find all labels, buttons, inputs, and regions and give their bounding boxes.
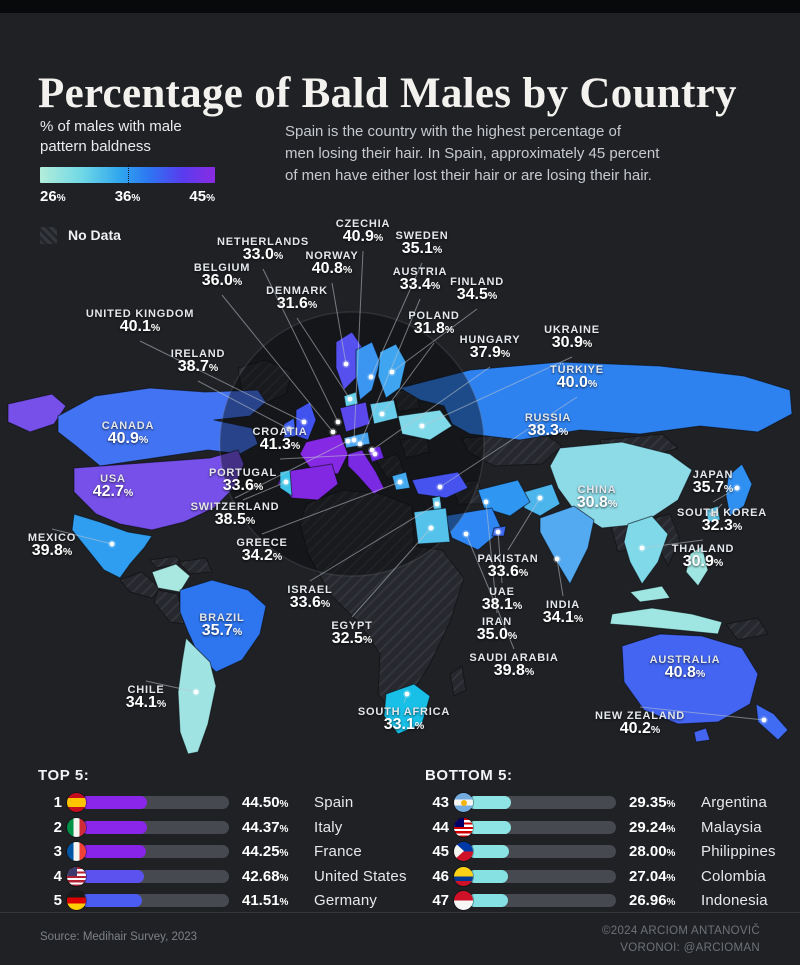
country-label: Argentina (701, 794, 768, 811)
map-country-name: NORWAY (305, 250, 359, 262)
map-label-saudi-arabia (469, 652, 558, 680)
no-data-label: No Data (68, 227, 121, 243)
map-country-value: 30.9% (551, 334, 593, 351)
legend-gradient-bar (40, 167, 215, 183)
list-item (425, 818, 797, 837)
map-label-poland (408, 310, 459, 338)
map-country-name: UNITED KINGDOM (85, 308, 195, 320)
rank-label: 46 (432, 867, 449, 885)
flag-usa-icon (67, 867, 86, 886)
map-label-usa (93, 473, 133, 501)
map-label-sweden (395, 230, 448, 258)
rank-label: 43 (432, 794, 449, 811)
map-label-canada (102, 420, 154, 448)
credits-text (602, 923, 760, 965)
map-country-name: NETHERLANDS (217, 236, 309, 248)
description-line3: of men have either lost their hair or are losing their hair. (285, 167, 652, 185)
map-label-india (543, 599, 583, 627)
map-country-value: 32.3% (701, 517, 743, 534)
bar-track (81, 821, 229, 834)
map-country-name: HUNGARY (459, 334, 521, 346)
map-country-name: IRELAND (170, 348, 226, 360)
map-country-value: 34.2% (241, 547, 283, 564)
map-country-value: 31.6% (276, 295, 318, 312)
map-country-name: INDIA (546, 599, 580, 611)
map-country-value: 41.3% (259, 436, 301, 453)
map-labels-layer (0, 192, 800, 770)
map-country-value: 40.9% (107, 430, 149, 447)
rank-label: 4 (53, 867, 62, 885)
description-text (285, 121, 725, 187)
country-label: Spain (314, 794, 354, 811)
value-label: 28.00% (629, 843, 676, 860)
map-country-name: ISRAEL (287, 584, 333, 596)
map-country-name: CHINA (577, 484, 617, 496)
map-country-name: SOUTH AFRICA (357, 706, 451, 718)
list-item (425, 842, 797, 861)
rank-label: 5 (53, 892, 62, 909)
bottom5-heading: BOTTOM 5: (425, 767, 513, 784)
map-country-value: 34.1% (542, 609, 584, 626)
legend-mid-tick (128, 165, 129, 185)
rank-label: 44 (432, 818, 449, 836)
map-label-switzerland (191, 501, 280, 529)
map-label-egypt (331, 620, 372, 648)
map-label-australia (650, 654, 721, 682)
map-label-austria (393, 266, 448, 294)
map-country-name: SOUTH KOREA (676, 507, 768, 519)
map-country-name: CZECHIA (335, 218, 391, 230)
value-label: 42.68% (242, 867, 289, 885)
map-country-name: UAE (489, 586, 515, 598)
map-country-name: SWITZERLAND (190, 501, 280, 513)
map-country-value: 33.4% (399, 276, 441, 293)
bar-track (81, 894, 229, 907)
legend-tick-mid: 36% (114, 187, 141, 205)
map-country-value: 42.7% (92, 483, 134, 500)
map-label-ireland (171, 348, 226, 376)
map-country-name: MEXICO (27, 532, 77, 544)
flag-philippines-icon (454, 842, 473, 861)
map-country-name: CROATIA (252, 426, 308, 438)
map-country-value: 38.3% (527, 422, 569, 439)
bar-fill (81, 845, 146, 858)
value-label: 29.24% (629, 818, 676, 836)
list-item (425, 867, 797, 886)
map-label-china (577, 484, 617, 512)
bar-track (468, 796, 616, 809)
bar-fill (468, 845, 509, 858)
rank-label: 47 (432, 892, 449, 909)
map-country-name: IRAN (481, 616, 513, 628)
map-label-norway (305, 250, 358, 278)
list-item (425, 891, 797, 910)
map-country-value: 31.8% (413, 320, 455, 337)
map-country-name: BRAZIL (199, 612, 245, 624)
map-country-value: 40.0% (556, 374, 598, 391)
legend-tick-min: 26% (40, 187, 66, 205)
legend-title-line1: % of males with male (40, 118, 182, 135)
map-label-mexico (28, 532, 76, 560)
bar-fill (468, 796, 511, 809)
bar-track (81, 845, 229, 858)
bar-fill (468, 870, 508, 883)
map-country-name: UKRAINE (544, 324, 600, 336)
credit-line1: ©2024 ARCIOM ANTANOVIČ (601, 925, 760, 937)
bar-fill (468, 894, 508, 907)
map-country-name: JAPAN (692, 469, 734, 481)
map-country-value: 40.2% (619, 720, 661, 737)
source-text: Source: Medihair Survey, 2023 (40, 931, 198, 943)
legend-title-line2: pattern baldness (40, 138, 151, 156)
map-label-portugal (209, 467, 277, 495)
map-country-value: 33.0% (242, 246, 284, 263)
world-map (0, 192, 800, 770)
country-label: Italy (314, 818, 343, 836)
value-label: 44.37% (242, 818, 289, 836)
country-label: France (314, 843, 362, 860)
country-label: United States (314, 867, 407, 885)
map-country-name: PORTUGAL (208, 467, 278, 479)
map-country-value: 32.5% (331, 630, 373, 647)
list-item (38, 842, 410, 861)
map-label-t-rkiye (550, 364, 604, 392)
map-country-name: GREECE (236, 537, 288, 549)
map-label-netherlands (217, 236, 309, 264)
map-label-israel (287, 584, 332, 612)
map-country-value: 37.9% (469, 344, 511, 361)
footer (0, 912, 800, 965)
value-label: 29.35% (629, 794, 676, 811)
map-country-name: AUSTRALIA (649, 654, 721, 666)
list-item (38, 867, 410, 886)
rank-label: 45 (432, 843, 449, 860)
map-country-name: TÜRKIYE (550, 364, 604, 376)
value-label: 44.25% (242, 843, 289, 860)
map-country-name: RUSSIA (524, 412, 572, 424)
flag-indonesia-icon (454, 891, 473, 910)
map-country-value: 30.8% (576, 494, 618, 511)
bar-track (468, 845, 616, 858)
map-country-value: 36.0% (201, 272, 243, 289)
map-country-name: SAUDI ARABIA (469, 652, 559, 664)
list-item (38, 818, 410, 837)
list-item (38, 891, 410, 910)
map-label-chile (126, 684, 166, 712)
country-label: Colombia (701, 867, 766, 885)
flag-colombia-icon (454, 867, 473, 886)
rank-label: 1 (53, 794, 62, 811)
description-line2: men losing their hair. In Spain, approximately 45 percent (285, 145, 660, 163)
map-country-name: DENMARK (266, 285, 328, 297)
map-country-name: NEW ZEALAND (594, 710, 686, 722)
map-label-russia (525, 412, 571, 440)
legend-title (40, 117, 250, 158)
bar-fill (81, 894, 142, 907)
map-country-value: 33.6% (487, 563, 529, 580)
map-country-name: BELGIUM (193, 262, 251, 274)
bar-fill (81, 870, 144, 883)
map-country-value: 33.6% (289, 594, 331, 611)
rank-label: 2 (53, 818, 62, 836)
value-label: 26.96% (629, 892, 676, 909)
list-item (425, 793, 797, 812)
description-line1: Spain is the country with the highest percentage of (285, 123, 622, 140)
map-country-value: 30.9% (682, 553, 724, 570)
value-label: 27.04% (629, 867, 676, 885)
bar-fill (81, 796, 147, 809)
map-country-value: 40.8% (664, 664, 706, 681)
map-country-value: 40.9% (342, 228, 384, 245)
map-label-czechia (336, 218, 391, 246)
map-country-name: FINLAND (450, 276, 504, 288)
map-country-value: 35.0% (476, 626, 518, 643)
top5-list (38, 767, 410, 916)
map-label-pakistan (478, 553, 539, 581)
country-label: Germany (314, 892, 378, 909)
map-country-name: PAKISTAN (477, 553, 539, 565)
flag-france-icon (67, 842, 86, 861)
map-country-value: 35.7% (201, 622, 243, 639)
bar-track (468, 870, 616, 883)
country-label: Philippines (701, 843, 776, 860)
map-label-greece (236, 537, 287, 565)
map-label-iran (477, 616, 517, 644)
map-label-brazil (199, 612, 244, 640)
map-country-value: 39.8% (31, 542, 73, 559)
map-label-denmark (266, 285, 328, 313)
top5-heading: TOP 5: (38, 767, 90, 784)
flag-spain-icon (67, 793, 86, 812)
map-label-uae (482, 586, 522, 614)
map-label-croatia (253, 426, 308, 454)
flag-malaysia-icon (454, 818, 473, 837)
flag-italy-icon (67, 818, 86, 837)
map-country-value: 33.1% (383, 716, 425, 733)
list-item (38, 793, 410, 812)
country-label: Indonesia (701, 892, 768, 909)
map-country-name: AUSTRIA (392, 266, 448, 278)
credit-line2: VORONOI: @ARCIOMAN (620, 941, 760, 954)
map-label-ukraine (544, 324, 600, 352)
bar-fill (81, 821, 147, 834)
bottom5-list (425, 767, 797, 916)
bar-track (81, 870, 229, 883)
map-country-value: 38.5% (214, 511, 256, 528)
flag-argentina-icon (454, 793, 473, 812)
map-label-thailand (672, 543, 735, 571)
map-label-south-korea (677, 507, 767, 535)
bar-track (468, 821, 616, 834)
map-country-name: SWEDEN (395, 230, 449, 242)
value-label: 44.50% (242, 794, 289, 811)
map-country-name: EGYPT (331, 620, 373, 632)
map-label-finland (450, 276, 504, 304)
legend-tick-max: 45% (189, 187, 215, 205)
map-country-name: USA (100, 473, 126, 485)
map-label-belgium (194, 262, 250, 290)
map-country-value: 38.1% (481, 596, 523, 613)
map-country-value: 35.7% (692, 479, 734, 496)
map-country-value: 40.1% (119, 318, 161, 335)
map-label-new-zealand (595, 710, 685, 738)
rank-label: 3 (53, 843, 62, 860)
map-country-value: 40.8% (311, 260, 353, 277)
page-title: Percentage of Bald Males by Country (38, 69, 737, 117)
map-country-value: 34.5% (456, 286, 498, 303)
country-label: Malaysia (701, 818, 762, 836)
top-black-bar (0, 0, 800, 13)
map-label-japan (693, 469, 733, 497)
map-label-united-kingdom (86, 308, 194, 336)
bar-track (81, 796, 229, 809)
map-country-name: CHILE (127, 684, 165, 696)
map-label-south-africa (358, 706, 450, 734)
map-country-value: 39.8% (493, 662, 535, 679)
map-label-hungary (460, 334, 521, 362)
flag-germany-icon (67, 891, 86, 910)
map-country-name: POLAND (408, 310, 460, 322)
map-country-value: 33.6% (222, 477, 264, 494)
map-country-value: 34.1% (125, 694, 167, 711)
map-country-value: 38.7% (177, 358, 219, 375)
map-country-value: 35.1% (401, 240, 443, 257)
bar-fill (468, 821, 511, 834)
value-label: 41.51% (242, 892, 289, 909)
map-country-name: THAILAND (671, 543, 735, 555)
bar-track (468, 894, 616, 907)
map-country-name: CANADA (101, 420, 155, 432)
